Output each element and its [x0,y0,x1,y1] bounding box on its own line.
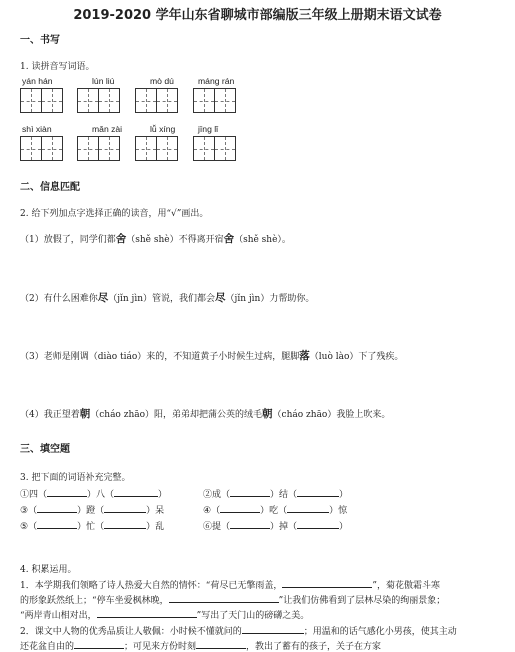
blank[interactable] [74,639,124,649]
question-4-line-1 [20,578,440,591]
item-text: （4）我正望着 [20,410,80,420]
fill-text: ） [339,490,349,500]
dotted-char: 尽 [215,292,226,304]
writing-grid-7[interactable] [135,136,177,161]
fill-text: ）蹬（ [77,506,105,516]
blank[interactable] [282,578,372,588]
pinyin-1: yán hán [22,76,53,86]
fill-text: ）掉（ [270,522,298,532]
writing-grid-6[interactable] [77,136,119,161]
fill-text: ） [158,490,168,500]
question-4-line-4 [20,624,457,637]
item-text: （cháo zhāo）阳，弟弟却把蒲公英的绒毛 [90,410,263,420]
dotted-char: 舍 [115,233,127,245]
q4-text: 1．本学期我们领略了诗人热爱大自然的情怀：“荷尽已无擎雨盖， [20,581,283,591]
fill-text: ③（ [20,506,38,516]
pinyin-2: lún liú [92,76,115,86]
question-2-item-4 [20,406,390,421]
item-text: （cháo zhāo）我脸上吹来。 [272,410,391,420]
question-2-text: 2. 给下列加点字选择正确的读音，用“√”画出。 [20,209,209,219]
dotted-char: 落 [299,350,310,362]
fill-row-3b [203,519,348,532]
writing-grid-3[interactable] [135,88,177,113]
fill-text: ）乱 [146,522,165,532]
fill-text: ）结（ [270,490,298,500]
section-heading-writing: 一、书写 [20,35,60,46]
question-4-line-3 [20,608,309,621]
fill-text: ④（ [203,506,221,516]
writing-grid-4[interactable] [193,88,235,113]
fill-text: ①四（ [20,490,48,500]
blank[interactable] [97,608,197,618]
blank[interactable] [47,487,87,497]
q4-text: ”，菊花傲霜斗寒 [372,581,440,591]
fill-row-1 [20,487,167,500]
item-text: （jǐn jìn）力帮助你。 [225,294,315,304]
blank[interactable] [297,519,339,529]
dotted-char: 舍 [223,233,235,245]
q4-text: ”让我们仿佛看到了层林尽染的绚丽景象； [278,596,446,606]
fill-text: ⑤（ [20,522,38,532]
pinyin-4: máng rán [198,76,235,86]
fill-text: ）八（ [87,490,115,500]
fill-text: ⑥提（ [203,522,231,532]
writing-grid-1[interactable] [20,88,62,113]
question-4-line-2 [20,593,445,606]
item-text: （1）放假了，同学们都 [20,235,116,245]
q4-text: 的形象跃然纸上；“停车坐爱枫林晚， [20,596,169,606]
q4-text: 2．课文中人物的优秀品质让人敬佩：小时候不懂就问的 [20,627,242,637]
blank[interactable] [242,624,304,634]
q4-text: ；可见来方份时刻 [124,642,197,652]
question-1-text: 1. 读拼音写词语。 [20,62,95,72]
question-4-line-5 [20,639,381,652]
blank[interactable] [196,639,246,649]
blank[interactable] [104,503,146,513]
fill-row-2 [20,503,164,516]
q4-text: “两岸青山相对出， [20,611,97,621]
blank[interactable] [37,519,77,529]
fill-text: ）忙（ [77,522,105,532]
question-3-text: 3. 把下面的词语补充完整。 [20,473,131,483]
blank[interactable] [104,519,146,529]
section-heading-fill: 三、填空题 [20,444,70,455]
item-text: （3）老师是刚调（diào tiáo）来的，不知道黄子小时候生过病，腿脚 [20,352,300,362]
writing-grid-8[interactable] [193,136,235,161]
pinyin-3: mò dú [150,76,174,86]
item-text: （jǐn jìn）管说，我们都会 [108,294,216,304]
q4-text: ”写出了天门山的磅礴之美。 [196,611,310,621]
pinyin-6: mǎn zài [92,124,123,134]
fill-row-3 [20,519,164,532]
pinyin-7: lǚ xíng [150,124,176,134]
blank[interactable] [114,487,158,497]
writing-grid-2[interactable] [77,88,119,113]
fill-row-2b [203,503,347,516]
blank[interactable] [230,519,270,529]
item-text: （luò lào）下了残疾。 [309,352,404,362]
item-text: （shě shè）不得离开宿 [126,235,224,245]
item-text: （2）有什么困难你 [20,294,98,304]
pinyin-8: jīng lǐ [198,124,219,134]
fill-row-1b [203,487,348,500]
blank[interactable] [230,487,270,497]
writing-grid-5[interactable] [20,136,62,161]
q4-text: ，教出了蓄有的孩子，关子在方家 [246,642,382,652]
question-2-item-2 [20,290,314,305]
blank[interactable] [169,593,279,603]
q4-text: 还花盆自由的 [20,642,75,652]
fill-text: ）惊 [329,506,348,516]
question-2-item-1 [20,231,291,246]
blank[interactable] [37,503,77,513]
dotted-char: 尽 [97,292,109,304]
dotted-char: 朝 [262,408,273,420]
section-heading-matching: 二、信息匹配 [20,182,80,193]
blank[interactable] [297,487,339,497]
page-title: 2019-2020 学年山东省聊城市部编版三年级上册期末语文试卷 [73,8,442,23]
fill-text: ）吃（ [260,506,288,516]
question-4-text: 4. 积累运用。 [20,565,77,575]
item-text: （shě shè）。 [234,235,291,245]
blank[interactable] [220,503,260,513]
blank[interactable] [287,503,329,513]
fill-text: ）呆 [146,506,165,516]
q4-text: ；用温和的话气感化小男孩，使其主动 [303,627,457,637]
fill-text: ②成（ [203,490,231,500]
pinyin-5: shì xiàn [22,124,52,134]
dotted-char: 朝 [79,408,91,420]
question-2-item-3 [20,348,403,363]
fill-text: ） [339,522,349,532]
